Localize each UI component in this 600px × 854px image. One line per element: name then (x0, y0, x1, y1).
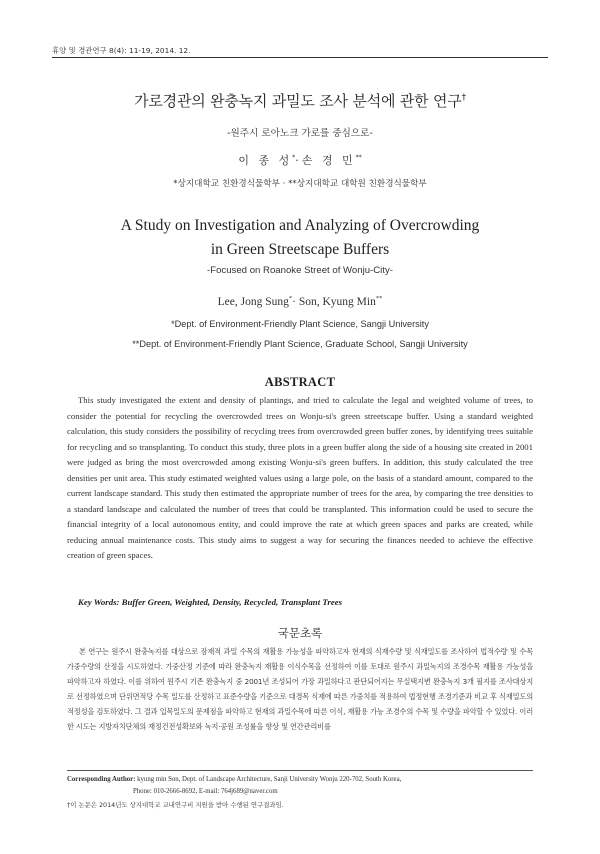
author-1-en: Lee, Jong Sung (217, 295, 289, 308)
korean-title (0, 90, 600, 111)
corresponding-label: Corresponding Author: (67, 776, 136, 783)
abstract-heading: ABSTRACT (264, 375, 336, 389)
title-dagger: † (461, 93, 466, 103)
english-title-line-1: A Study on Investigation and Analyzing of Overcrowding (120, 217, 480, 234)
author-1-en-mark: * (288, 295, 293, 302)
funding-note: †이 논문은 2014년도 상지대학교 교내연구비 지원을 받아 수행된 연구결과임. (67, 801, 284, 809)
author-1-mark: * (292, 154, 296, 162)
author-2-mark: ** (355, 154, 362, 162)
header-rule (52, 57, 548, 58)
author-2-ko: 손 경 민 (301, 154, 356, 167)
contact-info: Phone: 010-2666-8692, E-mail: 764j689@naver.com (133, 788, 278, 795)
korean-affiliation: *상지대학교 친환경식물학부 · **상지대학교 대학원 친환경식물학부 (173, 179, 427, 189)
journal-header: 휴양 및 경관연구 8(4): 11-19, 2014. 12. (52, 46, 191, 55)
author-2-en: · Son, Kyung Min (292, 295, 376, 308)
korean-abstract-text: 본 연구는 원주시 완충녹지를 대상으로 잠재적 과밀 수목의 재활용 가능성을 파악하고자 현재의 식재수량 및 식재밀도를 조사하여 법적수량 및 수목 가중수량의 산정을 시도하였다. 가중산정 기준에 따라 완충녹지 재활용 이식수목을 선정하여 이를 토대로 원주시 과밀녹지의 조경수목 재활용 가능성을 파악하고자 하였다. 이를 위하여 원주시 기존 완충녹지 중 2001년 조성되어 가장 과밀하다고 판단되어지는 무실택지변 완충녹지 3개 필지를 조사대상지로 선정하였으며 단위면적당 수목 밀도를 산정하고 표준수량을 기준으로 대경목 식재에 따른 가중치를 적용하여 법정현행 조경기준과 비교 후 식재밀도의 적정성을 검토하였다. 그 결과 입목밀도의 문제점을 파악하고 현재의 과밀수목에 따른 이식, 재활용 가능 조경수의 수목 및 수량을 파악할 수 있었다. 이러한 시도는 지방자치단체의 재정건전성확보와 녹지·공원 조성률을 향상 및 연간관리비를 (67, 647, 533, 732)
author-2-en-mark: ** (375, 295, 383, 302)
english-affiliation-2: **Dept. of Environment-Friendly Plant Science, Graduate School, Sangji University (132, 339, 468, 349)
keywords: Key Words: Buffer Green, Weighted, Density, Recycled, Transplant Trees (78, 597, 343, 607)
footnote-rule (67, 770, 533, 771)
author-1-ko: 이 종 성 (238, 154, 293, 167)
corresponding-text: kyung min Son, Dept. of Landscape Architecture, Sanji University Wonju 220-702, South Korea, (135, 776, 402, 783)
english-subtitle: -Focused on Roanoke Street of Wonju-City- (207, 265, 393, 276)
english-title-line-2: in Green Streetscape Buffers (210, 241, 390, 258)
corresponding-author (67, 776, 401, 783)
abstract-text: This study investigated the extent and density of plantings, and tried to calculate the legal and weighted volume of trees, to consider the potential for recycling the overcrowded trees on Wonju-si's green streetscape buffer. Using a standard weighted calculation, this study considers the possibility of recycling trees from overcrowded green buffer zones, by identifying trees suitable for recycling and so transplanting. To conduct this study, three plots in a green buffer along the side of a housing site created in 2001 were judged as bring the most overcrowded among existing Wonju-si's green buffers. In addition, this study calculated the tree densities per unit area. This study estimated weighted values using a large pole, on the basis of a standard amount, compared to the current landscape standard. This study then estimated the appropriate number of trees for the area, by comparing the tree densities to a standard landscape and calculated the number of trees that could be transplanted. This information could be used to secure the financial integrity of a local autonomous entity, and could improve the rate at which green spaces and parks are created, while reducing annual maintenance costs. This study aims to suggest a way for securing the finances needed to achieve the effective creation of green spaces. (67, 395, 533, 561)
korean-authors (0, 152, 600, 168)
korean-abstract-heading: 국문초록 (277, 626, 323, 640)
author-separator: · (295, 154, 302, 167)
korean-subtitle: -원주시 로아노크 가로를 중심으로- (227, 128, 373, 139)
english-authors (0, 295, 600, 308)
korean-title-text: 가로경관의 완충녹지 과밀도 조사 분석에 관한 연구 (134, 92, 462, 110)
english-affiliation-1: *Dept. of Environment-Friendly Plant Science, Sangji University (171, 319, 429, 329)
